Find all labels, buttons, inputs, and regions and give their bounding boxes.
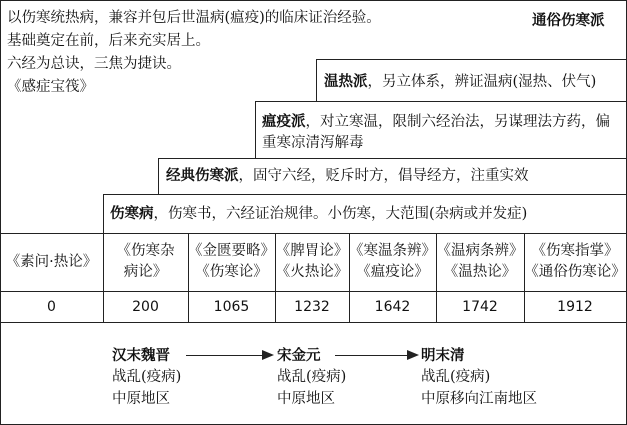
book-cell: [524, 233, 626, 291]
year-cell: 1742: [462, 299, 498, 315]
book-title: 《素问·热论》: [5, 253, 98, 270]
era-region: 中原移向江南地区: [421, 391, 537, 407]
top-line-4: 《感症宝筏》: [7, 79, 94, 95]
book-cell: [436, 233, 524, 291]
era-name: 汉末魏晋: [112, 347, 170, 364]
tier-name: 温热派: [324, 73, 368, 90]
book-title: 《伤寒杂: [116, 243, 175, 259]
book-title: 《金匮要略》: [188, 243, 275, 259]
year-cell: 1065: [213, 299, 250, 315]
era-cause: 战乱(疫病): [421, 369, 491, 385]
step-line: [158, 158, 159, 194]
book-title: 《伤寒指掌》: [531, 243, 619, 259]
year-cell: 0: [47, 299, 56, 315]
book-cell: [349, 233, 436, 291]
step-line: [158, 158, 626, 159]
book-title: 《脾胃论》: [275, 243, 349, 259]
top-line-1: 以伤寒统热病，兼容并包后世温病(瘟疫)的临床证治经验。: [7, 10, 381, 26]
tier-shanghan: [110, 203, 527, 225]
tier-wenyi: [262, 111, 610, 133]
era-region: 中原地区: [112, 391, 170, 407]
tier-wenyi-text2: 重寒凉清泻解毒: [262, 135, 364, 151]
arrow-line: [335, 355, 409, 356]
tier-name: 伤寒病: [110, 205, 154, 222]
era-cause: 战乱(疫病): [277, 369, 347, 385]
table-line: [0, 322, 626, 323]
tier-name: 经典伤寒派: [166, 167, 239, 184]
step-line: [316, 59, 317, 101]
book-title: 《瘟疫论》: [356, 264, 429, 280]
arrow-right-icon: [262, 350, 274, 360]
step-line: [316, 59, 626, 60]
step-line: [255, 101, 626, 102]
top-line-2: 基础奠定在前，后来充实居上。: [7, 33, 210, 49]
book-cell: [275, 233, 349, 291]
step-line: [103, 194, 626, 195]
school-title: 通俗伤寒派: [532, 12, 605, 29]
tier-name: 瘟疫派: [262, 113, 306, 130]
tier-jingdian: [166, 165, 529, 187]
era-region: 中原地区: [277, 391, 335, 407]
year-cell: 1912: [557, 299, 593, 315]
tier-text: ，另立体系，辨证温病(湿热、伏气): [367, 74, 597, 90]
book-title: 《温病条辨》: [436, 243, 524, 259]
tier-wenre: [324, 71, 596, 93]
year-cell: 1232: [294, 299, 330, 315]
arrow-right-icon: [407, 350, 419, 360]
book-title: 《伤寒论》: [195, 264, 268, 280]
book-title: 《温热论》: [443, 264, 517, 280]
book-title: 《寒温条辨》: [349, 243, 436, 259]
book-cell: [0, 233, 103, 291]
tier-text: ，对立寒温，限制六经治法，另谋理法方药，偏: [305, 114, 610, 130]
arrow-line: [186, 355, 264, 356]
tier-text: ，固守六经，贬斥时方，倡导经方，注重实效: [238, 168, 529, 184]
era-name: 宋金元: [277, 347, 321, 364]
step-line: [255, 101, 256, 158]
book-cell: [103, 233, 188, 291]
book-cell: [188, 233, 275, 291]
step-line: [103, 194, 104, 233]
book-title: 《火热论》: [275, 264, 349, 280]
tier-text: ，伤寒书，六经证治规律。小伤寒，大范围(杂病或并发症): [153, 206, 528, 222]
era-name: 明末清: [421, 347, 465, 364]
book-title: 《通俗伤寒论》: [524, 264, 626, 280]
era-cause: 战乱(疫病): [112, 369, 182, 385]
top-line-3: 六经为总诀，三焦为捷诀。: [7, 56, 181, 72]
book-title: 病论》: [123, 264, 168, 280]
year-cell: 200: [132, 299, 159, 315]
year-cell: 1642: [374, 299, 411, 315]
